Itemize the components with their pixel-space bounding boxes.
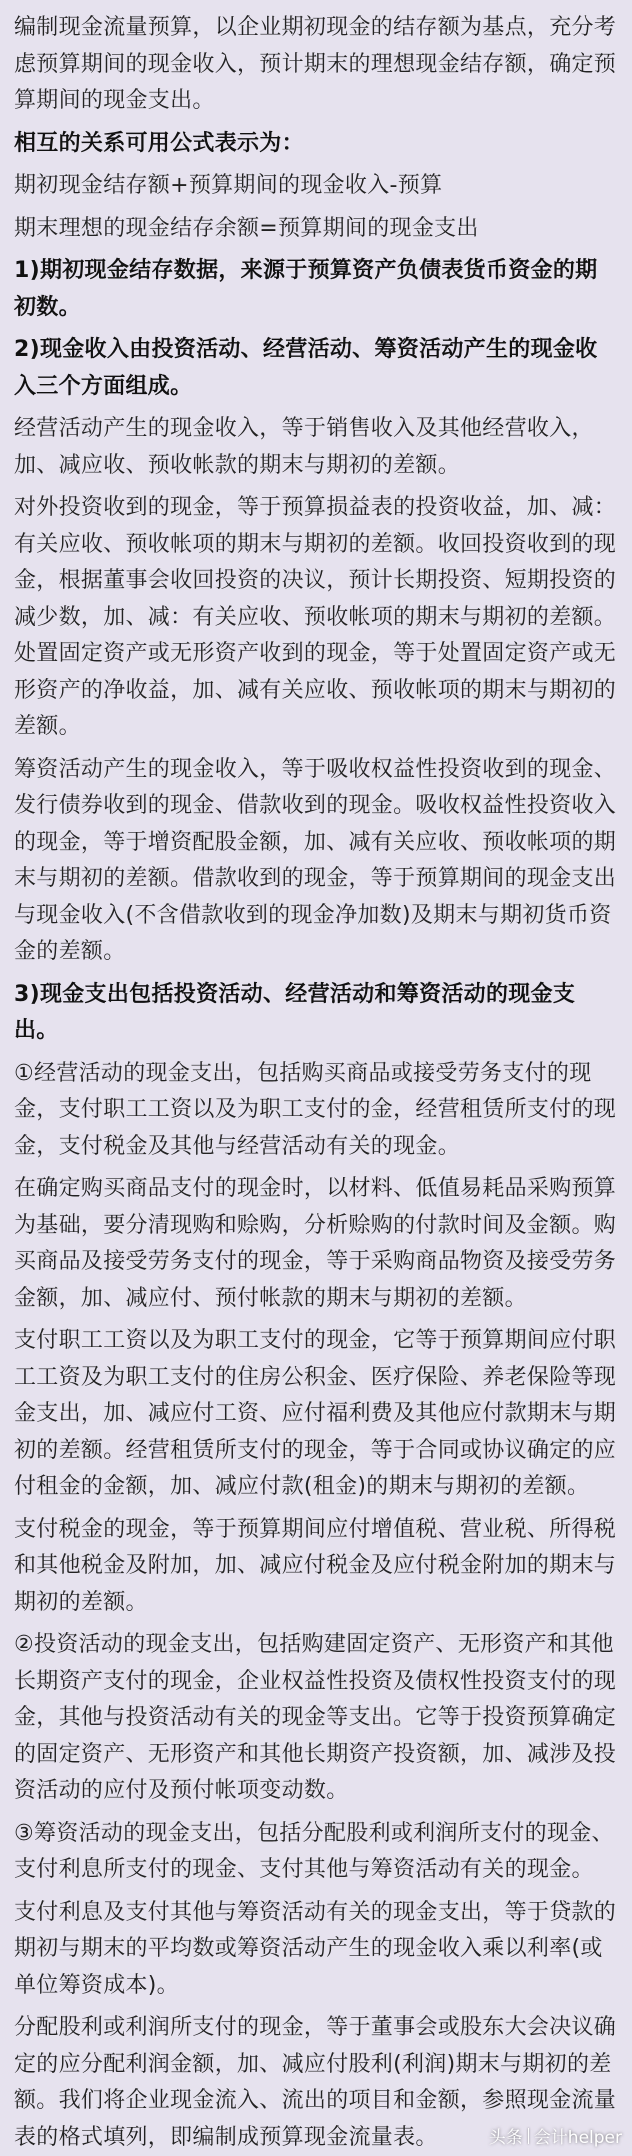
heading-cash-income: 2)现金收入由投资活动、经营活动、筹资活动产生的现金收入三个方面组成。	[14, 337, 598, 399]
paragraph-operating-income: 经营活动产生的现金收入，等于销售收入及其他经营收入，加、减应收、预收帐款的期末与期初的差额。	[14, 416, 594, 478]
paragraph-investment-income: 对外投资收到的现金，等于预算损益表的投资收益，加、减：有关应收、预收帐项的期末与期初的差额。收回投资收到的现金，根据董事会收回投资的决议，预计长期投资、短期投资的减少数，加、减：有关应收、预收帐项的期末与期初的差额。处置固定资产或无形资产收到的现金，等于处置固定资产或无形资产的净收益，加、减有关应收、预收帐项的期末与期初的差额。	[14, 495, 617, 739]
watermark-author: 会计helper	[533, 2128, 622, 2148]
paragraph-purchase-cash: 在确定购买商品支付的现金时，以材料、低值易耗品采购预算为基础，要分清现购和赊购，分析赊购的付款时间及金额。购买商品及接受劳务支付的现金，等于采购商品物资及接受劳务金额，加、减应付、预付帐款的期末与期初的差额。	[14, 1176, 617, 1311]
paragraph-formula-heading: 相互的关系可用公式表示为：	[14, 130, 304, 156]
paragraph-formula-line-2: 期末理想的现金结存余额=预算期间的现金支出	[14, 215, 479, 241]
paragraph-formula-line-1: 期初现金结存额+预算期间的现金收入-预算	[14, 173, 443, 198]
heading-cash-expenditure: 3)现金支出包括投资活动、经营活动和筹资活动的现金支出。	[14, 981, 576, 1043]
watermark-divider	[528, 2128, 529, 2144]
paragraph-investment-expenditure: ②投资活动的现金支出，包括购建固定资产、无形资产和其他长期资产支付的现金，企业权益性投资及债权性投资支付的现金，其他与投资活动有关的现金等支出。它等于投资预算确定的固定资产、无形资产和其他长期资产投资额，加、减涉及投资活动的应付及预付帐项变动数。	[14, 1632, 617, 1803]
paragraph-intro: 编制现金流量预算，以企业期初现金的结存额为基点，充分考虑预算期间的现金收入，预计期末的理想现金结存额，确定预算期间的现金支出。	[14, 15, 617, 113]
paragraph-tax-cash: 支付税金的现金，等于预算期间应付增值税、营业税、所得税和其他税金及附加，加、减应付税金及应付税金附加的期末与期初的差额。	[14, 1516, 617, 1615]
paragraph-interest-cash: 支付利息及支付其他与筹资活动有关的现金支出，等于贷款的期初与期末的平均数或筹资活动产生的现金收入乘以利率(或单位筹资成本)。	[14, 1899, 617, 1998]
paragraph-financing-income: 筹资活动产生的现金收入，等于吸收权益性投资收到的现金、发行债券收到的现金、借款收到的现金。吸收权益性投资收入的现金，等于增资配股金额，加、减有关应收、预收帐项的期末与期初的差额。借款收到的现金，等于预算期间的现金支出与现金收入(不含借款收到的现金净加数)及期末与期初货币资金的差额。	[14, 756, 617, 964]
watermark	[489, 2123, 622, 2148]
article-body	[14, 10, 618, 2156]
paragraph-operating-expenditure: ①经营活动的现金支出，包括购买商品或接受劳务支付的现金，支付职工工资以及为职工支付的金，经营租赁所支付的现金，支付税金及其他与经营活动有关的现金。	[14, 1060, 617, 1159]
watermark-platform: 头条	[488, 2128, 523, 2148]
paragraph-financing-expenditure: ③筹资活动的现金支出，包括分配股利或利润所支付的现金、支付利息所支付的现金、支付其他与筹资活动有关的现金。	[14, 1820, 614, 1882]
paragraph-dividend-cash: 分配股利或利润所支付的现金，等于董事会或股东大会决议确定的应分配利润金额，加、减应付股利(利润)期末与期初的差额。我们将企业现金流入、流出的项目和金额，参照现金流量表的格式填列，即编制成预算现金流量表。	[14, 2015, 617, 2150]
paragraph-wages-cash: 支付职工工资以及为职工支付的现金，它等于预算期间应付职工工资及为职工支付的住房公积金、医疗保险、养老保险等现金支出，加、减应付工资、应付福利费及其他应付款期末与期初的差额。经营租赁所支付的现金，等于合同或协议确定的应付租金的金额，加、减应付款(租金)的期末与期初的差额。	[14, 1328, 617, 1499]
heading-opening-cash: 1)期初现金结存数据，来源于预算资产负债表货币资金的期初数。	[14, 258, 598, 320]
